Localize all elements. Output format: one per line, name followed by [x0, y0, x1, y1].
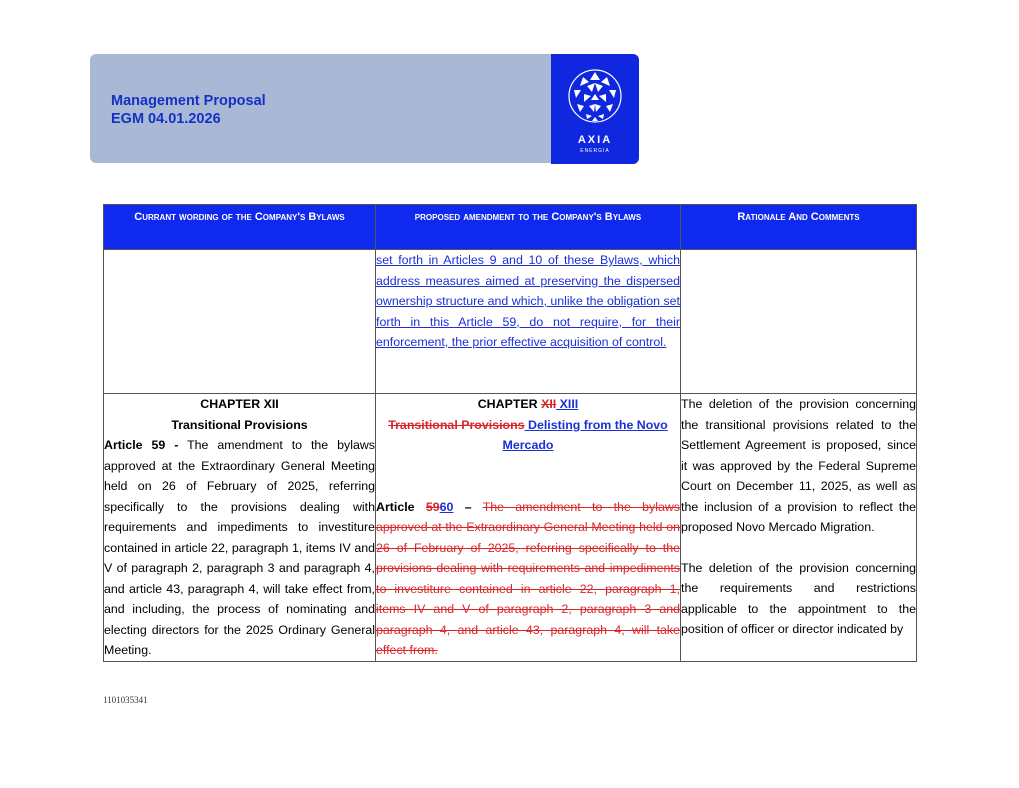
article-dash: – [464, 499, 472, 514]
current-article [104, 435, 375, 661]
inserted-text: Delisting from the Novo Mercado [502, 417, 668, 452]
current-chapter-title: Transitional Provisions [171, 417, 308, 432]
deleted-text: Transitional Provisions [388, 417, 525, 432]
globe-logo-icon [567, 68, 623, 124]
header-rationale: Rationale And Comments [681, 205, 917, 250]
bylaws-comparison-table [103, 204, 917, 662]
proposed-chapter [376, 394, 680, 415]
proposed-article [376, 497, 680, 661]
spacer [681, 538, 916, 558]
row2-proposed-cell [376, 394, 681, 662]
current-article-label: Article 59 - [104, 438, 179, 452]
chapter-prefix: CHAPTER [477, 397, 538, 411]
row1-current-cell [104, 250, 376, 394]
deleted-text: The amendment to the bylaws approved at the Extraordinary General Meeting held on 26 of February of 2025, referring specifically to the provisions dealing with requirements and impediments to investiture contained in article 22, paragraph 1, items IV and V of paragraph 2, paragraph 3 and paragraph 4, and article 43, paragraph 4, will take effect from. [376, 499, 680, 657]
logo-wordmark: AXIA [577, 134, 613, 146]
inserted-text: set forth in Articles 9 and 10 of these Bylaws, which address measures aimed at preserving the dispersed ownership structure and which, unlike the obligation set forth in this Article 59, do not require, for their enforcement, the prior effective acquisition of control. [376, 253, 680, 349]
document-title [111, 92, 266, 128]
article-word: Article [376, 499, 415, 514]
company-logo [551, 54, 639, 164]
title-line-2: EGM 04.01.2026 [111, 111, 221, 127]
rationale-paragraph-2: The deletion of the provision concerning the requirements and restrictions applicable to the appointment to the position of officer or director indicated by [681, 560, 916, 636]
table-row [104, 250, 917, 394]
rationale-paragraph-1: The deletion of the provision concerning the transitional provisions related to the Settlement Agreement is proposed, since it was approved by the Federal Supreme Court on December 11, 2025, as well as the inclusion of a provision to reflect the proposed Novo Mercado Migration. [681, 397, 916, 534]
document-code: 1101035341 [103, 695, 148, 705]
header-proposed-amendment: proposed amendment to the Company's Bylaws [376, 205, 681, 250]
table-row [104, 394, 917, 662]
row1-rationale-cell [681, 250, 917, 394]
logo-subtitle: ENERGIA [580, 148, 610, 154]
current-article-text: The amendment to the bylaws approved at the Extraordinary General Meeting held on 26 of February of 2025, referring specifically to the provisions dealing with requirements and impediments to investiture contained in article 22, paragraph 1, items IV and V of paragraph 2, paragraph 3 and paragraph 4, and article 43, paragraph 4, will take effect from, and including, the process of nominating and electing directors for the 2025 Ordinary General Meeting. [104, 438, 376, 657]
deleted-text: 59 [425, 499, 440, 514]
inserted-text: XIII [556, 397, 579, 411]
deleted-text: XII [541, 397, 557, 411]
current-chapter: CHAPTER XII [200, 397, 279, 411]
row1-proposed-cell [376, 250, 681, 394]
table-header-row [104, 205, 917, 250]
proposed-chapter-title [376, 415, 680, 456]
inserted-text: 60 [439, 499, 454, 514]
title-line-1: Management Proposal [111, 93, 266, 109]
header-current-wording: Currant wording of the Company's Bylaws [104, 205, 376, 250]
row2-current-cell [104, 394, 376, 662]
row2-rationale-cell [681, 394, 917, 662]
spacer [376, 456, 680, 497]
